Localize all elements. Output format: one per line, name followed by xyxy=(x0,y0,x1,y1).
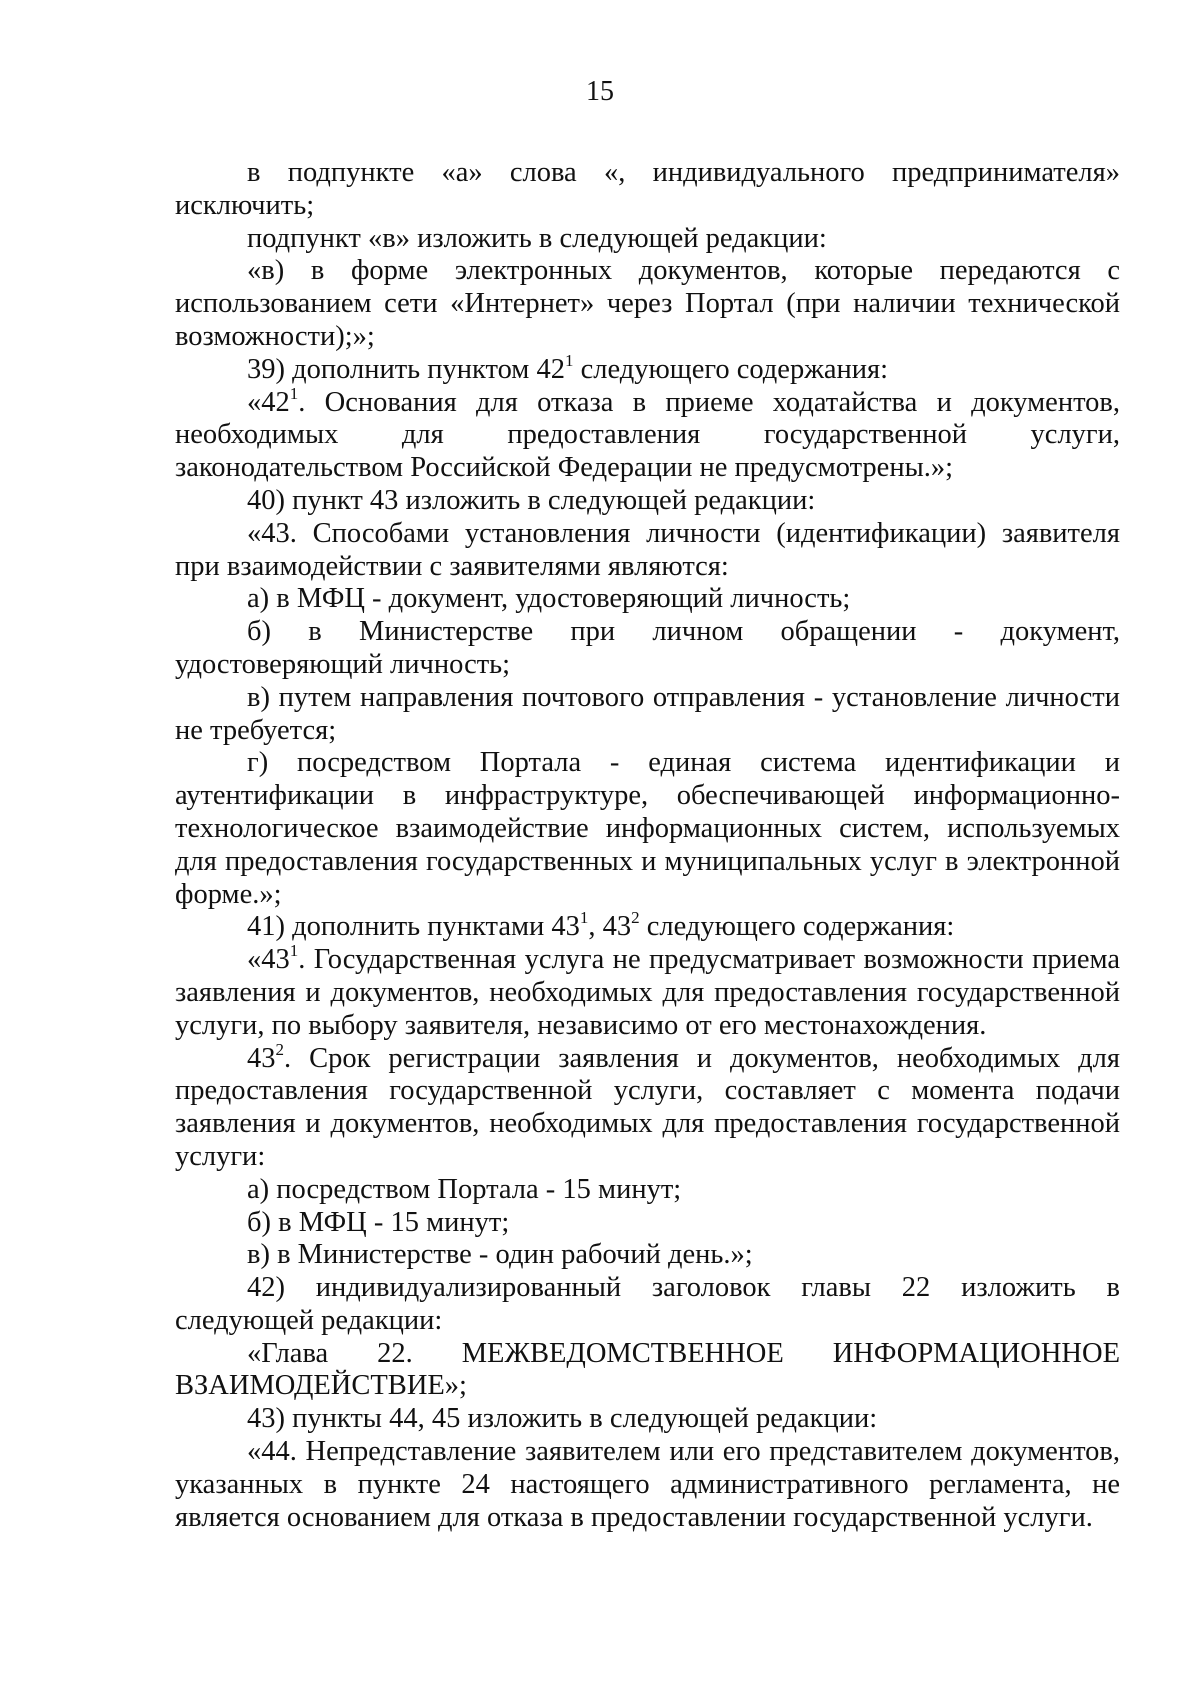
superscript: 1 xyxy=(564,350,574,370)
superscript: 2 xyxy=(275,1039,284,1059)
paragraph-text: следующего содержания: xyxy=(639,911,955,943)
paragraph-text: 39) дополнить пунктом 42 xyxy=(247,353,565,385)
paragraph xyxy=(175,941,1120,1042)
paragraph xyxy=(175,1039,1120,1174)
document-body xyxy=(175,157,1120,1534)
paragraph-text: следующего содержания: xyxy=(573,353,889,385)
paragraph: в) в Министерстве - один рабочий день.»; xyxy=(247,1239,753,1271)
paragraph xyxy=(175,350,1120,387)
paragraph-text: . Основания для отказа в приеме ходатайства и документов, необходимых для предоставления государственной услуги, законодательством Российской Федерации не предусмотрены.»; xyxy=(175,386,1120,484)
paragraph: 42) индивидуализированный заголовок главы 22 изложить в следующей редакции: xyxy=(175,1272,1120,1336)
paragraph: «43. Способами установления личности (идентификации) заявителя при взаимодействии с заявителями являются: xyxy=(175,517,1120,582)
superscript: 1 xyxy=(289,941,299,961)
paragraph: а) посредством Портала - 15 минут; xyxy=(247,1173,682,1205)
paragraph-text: 41) дополнить пунктами 43 xyxy=(247,911,580,943)
paragraph: «44. Непредставление заявителем или его представителем документов, указанных в пункте 24 настоящего административного регламента, не является основанием для отказа в предоставлении государственной услуги. xyxy=(175,1436,1120,1533)
paragraph: 40) пункт 43 изложить в следующей редакции: xyxy=(247,484,816,516)
paragraph-text: . Срок регистрации заявления и документов, необходимых для предоставления государственной услуги, составляет с момента подачи заявления и документов, необходимых для предоставления государственной услуги: xyxy=(175,1042,1120,1172)
paragraph-text: 43 xyxy=(247,1042,276,1074)
paragraph: 43) пункты 44, 45 изложить в следующей редакции: xyxy=(247,1403,878,1435)
paragraph-text: «43 xyxy=(247,944,290,976)
paragraph-text: , 43 xyxy=(588,911,632,943)
paragraph: в) путем направления почтового отправления - установление личности не требуется; xyxy=(175,681,1120,746)
paragraph: а) в МФЦ - документ, удостоверяющий личность; xyxy=(247,583,851,615)
paragraph: б) в Министерстве при личном обращении - документ, удостоверяющий личность; xyxy=(175,616,1120,680)
paragraph: «Глава 22. МЕЖВЕДОМСТВЕННОЕ ИНФОРМАЦИОННОЕ ВЗАИМОДЕЙСТВИЕ»; xyxy=(175,1337,1120,1402)
superscript: 2 xyxy=(631,908,640,928)
paragraph xyxy=(175,383,1120,485)
superscript: 1 xyxy=(579,908,589,928)
page-number: 15 xyxy=(586,76,614,107)
paragraph: в подпункте «а» слова «, индивидуального предпринимателя» исключить; xyxy=(175,157,1120,221)
paragraph: г) посредством Портала - единая система идентификации и аутентификации в инфраструктуре, обеспечивающей информационно-технологическое взаимодействие информационных систем, используемых для предоставления государственных и муниципальных услуг в электронной форме.»; xyxy=(175,747,1120,910)
paragraph-text: «42 xyxy=(247,386,290,418)
superscript: 1 xyxy=(289,383,299,403)
paragraph: подпункт «в» изложить в следующей редакции: xyxy=(247,222,827,254)
paragraph: «в) в форме электронных документов, которые передаются с использованием сети «Интернет» через Портал (при наличии технической возможности);»; xyxy=(175,255,1120,352)
paragraph: б) в МФЦ - 15 минут; xyxy=(247,1206,510,1238)
paragraph-text: . Государственная услуга не предусматривает возможности приема заявления и документов, необходимых для предоставления государственной услуги, по выбору заявителя, независимо от его местонахождения. xyxy=(175,944,1120,1041)
paragraph xyxy=(175,908,1120,944)
